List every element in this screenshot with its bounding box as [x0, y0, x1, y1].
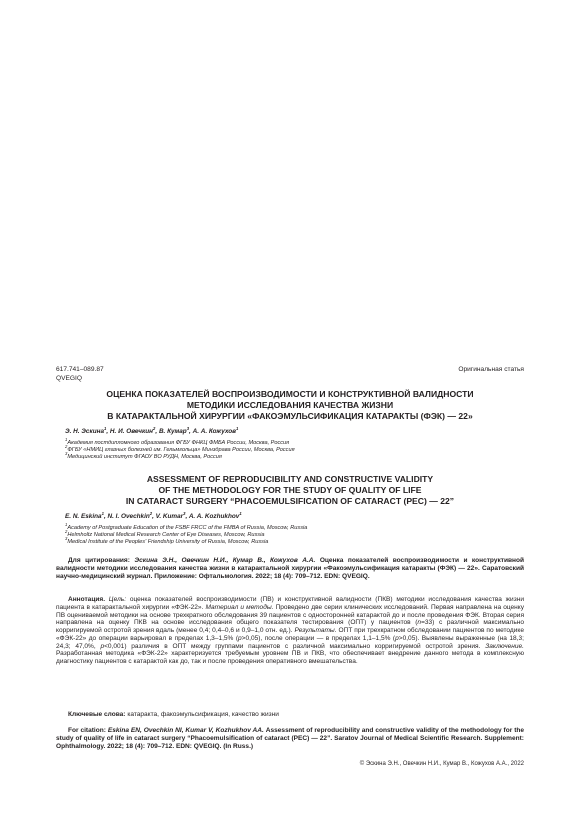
citation-ru: Для цитирования: Эскина Э.Н., Овечкин Н.И., Кумар В., Кожухов А.А. Оценка показателей воспроизводимости и конструктивной валидности методики исследования качества жизни в катарактальной хирургии «Факоэмульсификация катаракты (ФЭК) — 22». Саратовский научно-медицинский журнал. Приложение: Офтальмология. 2022; 18 (4): 709–712. EDN: QVEGIQ. — [56, 557, 524, 580]
abstract-label: Аннотация. — [68, 596, 106, 603]
title-ru-line: МЕТОДИКИ ИССЛЕДОВАНИЯ КАЧЕСТВА ЖИЗНИ — [186, 400, 394, 410]
title-ru — [40, 389, 540, 422]
title-ru-line: ОЦЕНКА ПОКАЗАТЕЛЕЙ ВОСПРОИЗВОДИМОСТИ И КОНСТРУКТИВНОЙ ВАЛИДНОСТИ — [106, 389, 474, 399]
abstract: Аннотация. Цель: оценка показателей воспроизводимости (ПВ) и конструктивной валидности (ПКВ) методики исследования качества жизни пациента в катарактальной хирургии «ФЭК-22». Материал и методы. Проведено две серии клинических исследований. Первая направлена на оценку ПВ оцениваемой методики на основе трехкратного обследования 39 пациентов с односторонней катарактой до и после проведения ФЭК. Вторая серия направлена на оценку ПКВ на основе исследования общего показателя тестирования (ОПТ) у пациентов (n=33) с различной максимально корригируемой остротой зрения вдаль (менее 0,4; 0,4–0,6 и 0,9–1,0 отн. ед.). Результаты. ОПТ при трехкратном обследовании пациентов по методике «ФЭК-22» до операции варьировал в пределах 1,3–1,5% (p>0,05), после операции — в пределах 1,1–1,5% (p>0,05). Выявлены выраженные (на 18,3; 24,3; 47,0%, p<0,001) различия в ОПТ между группами пациентов с различной максимально корригируемой остротой зрения. Заключение. Разработанная методика «ФЭК-22» характеризуется требуемым уровнем ПВ и ПКВ, что обеспечивает внедрение данного метода в комплексную диагностику пациентов с катарактой как до, так и после проведения оперативного вмешательства. — [56, 596, 524, 665]
keywords-label: Ключевые слова: — [68, 711, 126, 718]
affiliation: $^3$Medical Institute of the Peoples' Friendship University of Russia, Moscow, Russia — [65, 536, 269, 546]
affiliation: $^1$Academy of Postgraduate Education of the FSBF FRCC of the FMBA of Russia, Moscow, Russia — [65, 522, 308, 531]
citation-en: For citation: Eskina EN, Ovechkin NI, Kumar V, Kozhukhov AA. Assessment of reproducibility and constructive validity of the methodology for the study of quality of life in cataract surgery “Phacoemulsification of cataract (PEC) — 22”. Saratov Journal of Medical Scientific Research. Supplement: Ophthalmology. 2022; 18 (4): 709–712. EDN: QVEGIQ. (In Russ.) — [56, 727, 525, 750]
edn-code: QVEGIQ — [56, 375, 83, 382]
affiliations-ru — [65, 437, 295, 462]
author-name: А. А. Кожухов — [192, 428, 237, 435]
authors-ru: Э. Н. Эскина$^1$, Н. И. Овечкин$^2$, В. Кумар$^3$, А. А. Кожухов$^1$ — [65, 425, 239, 435]
affiliations-en — [65, 522, 308, 547]
article-type: Оригинальная статья — [458, 366, 524, 373]
affiliation: $^2$ФГБУ «НМИЦ глазных болезней им. Гельмгольца» Минздрава России, Москва, Россия — [65, 444, 295, 454]
keywords: Ключевые слова: катаракта, факоэмульсификация, качество жизни — [68, 711, 279, 718]
copyright: © Эскина Э.Н., Овечкин Н.И., Кумар В., Кожухов А.А., 2022 — [359, 761, 524, 767]
authors-en: E. N. Eskina$^1$, N. I. Ovechkin$^2$, V. Kumar$^3$, A. A. Kozhukhov$^1$ — [65, 510, 242, 520]
author-name: Э. Н. Эскина — [65, 428, 105, 435]
author-name: E. N. Eskina — [65, 513, 102, 520]
author-name: N. I. Ovechkin — [107, 513, 150, 520]
title-en-line: OF THE METHODOLOGY FOR THE STUDY OF QUALITY OF LIFE — [158, 485, 422, 495]
author-name: Н. И. Овечкин — [109, 428, 154, 435]
udc-code: 617.741–089.87 — [56, 366, 104, 373]
citation-label: For citation: — [68, 727, 106, 734]
affiliation: $^1$Академия постдипломного образования ФГБУ ФНКЦ ФМБА России, Москва, Россия — [65, 437, 290, 446]
affiliation: $^3$Медицинский институт ФГАОУ ВО РУДН, Москва, Россия — [65, 451, 222, 461]
author-name: V. Kumar — [155, 513, 184, 520]
title-en-line: ASSESSMENT OF REPRODUCIBILITY AND CONSTRUCTIVE VALIDITY — [146, 474, 434, 484]
citation-label: Для цитирования: — [68, 557, 130, 564]
title-en-line: IN CATARACT SURGERY “PHACOEMULSIFICATION OF CATARACT (PEC) — 22” — [125, 496, 455, 506]
title-en — [40, 474, 540, 507]
title-ru-line: В КАТАРАКТАЛЬНОЙ ХИРУРГИИ «ФАКОЭМУЛЬСИФИКАЦИЯ КАТАРАКТЫ (ФЭК) — 22» — [107, 411, 473, 421]
affiliation: $^2$Helmholtz National Medical Research Center of Eye Diseases, Moscow, Russia — [65, 529, 265, 539]
author-name: A. A. Kozhukhov — [188, 513, 240, 520]
author-name: В. Кумар — [158, 428, 187, 435]
